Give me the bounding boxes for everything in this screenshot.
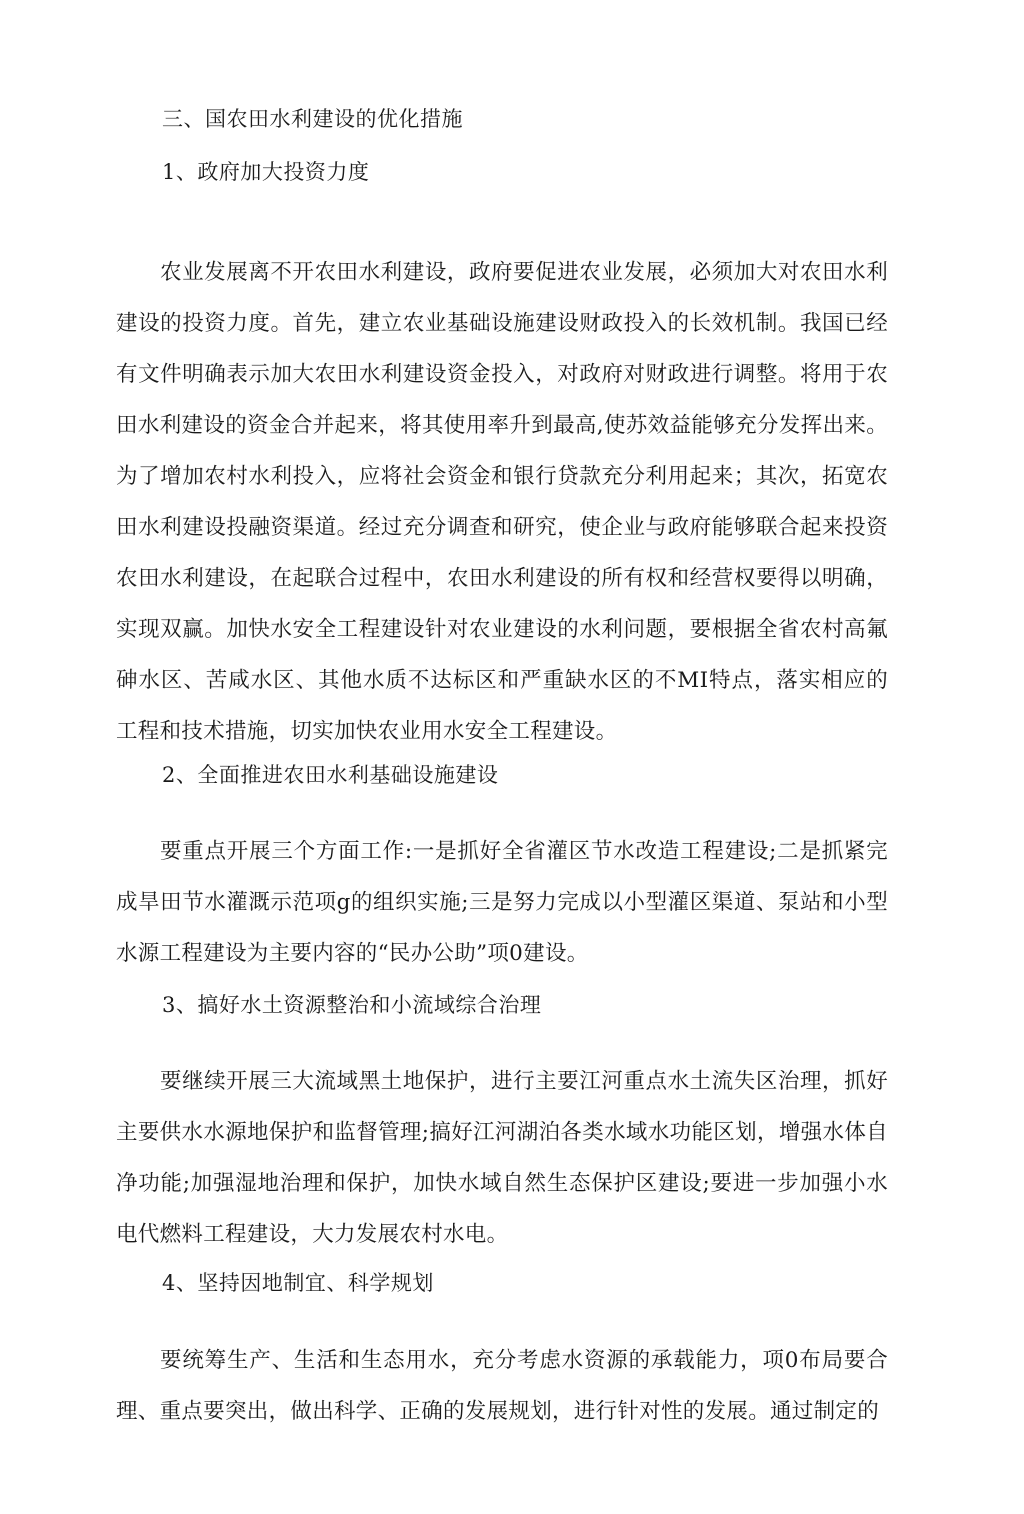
subsection-heading-4: 4、坚持因地制宜、科学规划: [162, 1271, 434, 1295]
section-title: 三、国农田水利建设的优化措施: [162, 107, 463, 131]
subsection-body-3: 要继续开展三大流域黑土地保护，进行主要江河重点水土流失区治理，抓好主要供水水源地保护和监督管理;搞好江河湖泊各类水域水功能区划，增强水体自净功能;加强湿地治理和保护，加快水域自然生态保护区建设;要进一步加强小水电代燃料工程建设，大力发展农村水电。: [116, 1069, 888, 1247]
subsection-body-2: 要重点开展三个方面工作:一是抓好全省灌区节水改造工程建设;二是抓紧完成旱田节水灌溉示范项g的组织实施;三是努力完成以小型灌区渠道、泵站和小型水源工程建设为主要内容的“民办公助”项0建设。: [116, 839, 888, 966]
subsection-body-4: 要统筹生产、生活和生态用水，充分考虑水资源的承载能力，项0布局要合理、重点要突出，做出科学、正确的发展规划，进行针对性的发展。通过制定的: [116, 1348, 888, 1424]
subsection-heading-3: 3、搞好水土资源整治和小流域综合治理: [162, 993, 542, 1017]
subsection-heading-2: 2、全面推进农田水利基础设施建设: [162, 763, 499, 787]
subsection-body-1: 农业发展离不开农田水利建设，政府要促进农业发展，必须加大对农田水利建设的投资力度。首先，建立农业基础设施建设财政投入的长效机制。我国已经有文件明确表示加大农田水利建设资金投入，对政府对财政进行调整。将用于农田水利建设的资金合并起来，将其使用率升到最高,使苏效益能够充分发挥出来。为了增加农村水利投入，应将社会资金和银行贷款充分利用起来；其次，拓宽农田水利建设投融资渠道。经过充分调查和研究，使企业与政府能够联合起来投资农田水利建设，在起联合过程中，农田水利建设的所有权和经营权要得以明确，实现双赢。加快水安全工程建设针对农业建设的水利问题，要根据全省农村高氟砷水区、苦咸水区、其他水质不达标区和严重缺水区的不MI特点，落实相应的工程和技术措施，切实加快农业用水安全工程建设。: [116, 260, 888, 744]
subsection-heading-1: 1、政府加大投资力度: [162, 160, 370, 184]
